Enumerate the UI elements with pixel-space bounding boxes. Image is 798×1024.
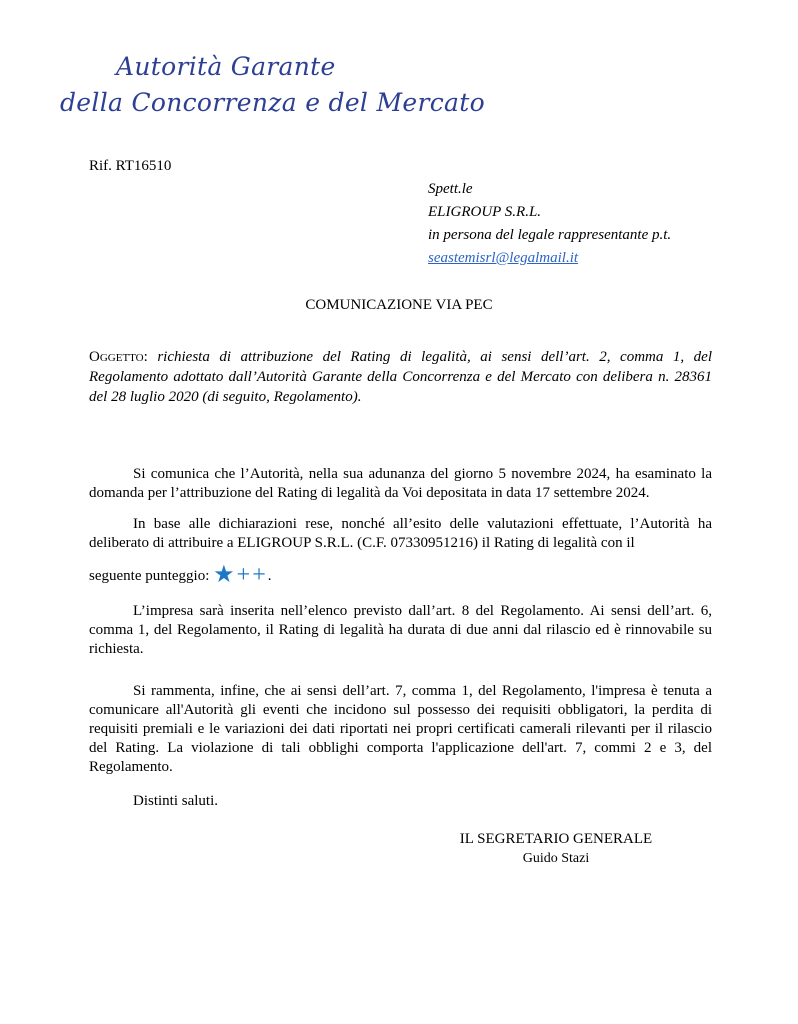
signature-title: IL SEGRETARIO GENERALE (459, 831, 653, 847)
reference-number: Rif. RT16510 (89, 158, 172, 174)
rating-score: ★++ (213, 562, 268, 588)
recipient-company: ELIGROUP S.R.L. (428, 204, 542, 220)
subject-label: Oggetto (89, 349, 144, 365)
subject-text: richiesta di attribuzione del Rating di legalità, ai sensi dell’art. 2, comma 1, del Regolamento adottato dall’Autorità Garante della Concorrenza e del Mercato con delibera n. 28361 del 28 luglio 2020 (di seguito, Regolamento). (89, 349, 712, 405)
recipient-salutation: Spett.le (428, 181, 473, 197)
recipient-block (428, 178, 671, 270)
recipient-email-link[interactable]: seastemisrl@legalmail.it (428, 250, 579, 266)
paragraph-1: Si comunica che l’Autorità, nella sua adunanza del giorno 5 novembre 2024, ha esaminato la domanda per l’attribuzione del Rating di legalità da Voi depositata in data 17 settembre 2024. (89, 466, 712, 501)
paragraph-2: In base alle dichiarazioni rese, nonché all’esito delle valutazioni effettuate, l’Autorità ha deliberato di attribuire a ELIGROUP S.R.L. (C.F. 07330951216) il Rating di legalità con il (89, 516, 712, 551)
score-prefix: seguente punteggio: (89, 568, 210, 584)
communication-channel: COMUNICAZIONE VIA PEC (305, 297, 493, 313)
closing-salutation: Distinti saluti. (133, 793, 219, 809)
logo-line-2: della Concorrenza e del Mercato (60, 88, 485, 117)
recipient-representative: in persona del legale rappresentante p.t. (428, 227, 672, 243)
signature-name: Guido Stazi (522, 851, 590, 866)
signature-block (446, 829, 666, 869)
logo-line-1: Autorità Garante (116, 52, 336, 81)
paragraph-3: L’impresa sarà inserita nell’elenco previsto dall’art. 8 del Regolamento. Ai sensi dell’art. 6, comma 1, del Regolamento, il Rating di legalità ha durata di due anni dal rilascio ed è rinnovabile su richiesta. (89, 603, 712, 657)
score-period: . (267, 568, 272, 584)
subject-block: Oggetto: richiesta di attribuzione del Rating di legalità, ai sensi dell’art. 2, comma 1, del Regolamento adottato dall’Autorità Garante della Concorrenza e del Mercato con delibera n. 28361 del 28 luglio 2020 (di seguito, Regolamento). (89, 349, 712, 405)
score-line (89, 560, 271, 589)
paragraph-4: Si rammenta, infine, che ai sensi dell’art. 7, comma 1, del Regolamento, l'impresa è tenuta a comunicare all'Autorità gli eventi che incidono sul possesso dei requisiti obbligatori, la perdita di requisiti premiali e le variazioni dei dati riportati nei propri certificati camerali rilevanti per il rilascio del Rating. La violazione di tali obblighi comporta l'applicazione dell'art. 7, commi 2 e 3, del Regolamento. (89, 683, 712, 775)
